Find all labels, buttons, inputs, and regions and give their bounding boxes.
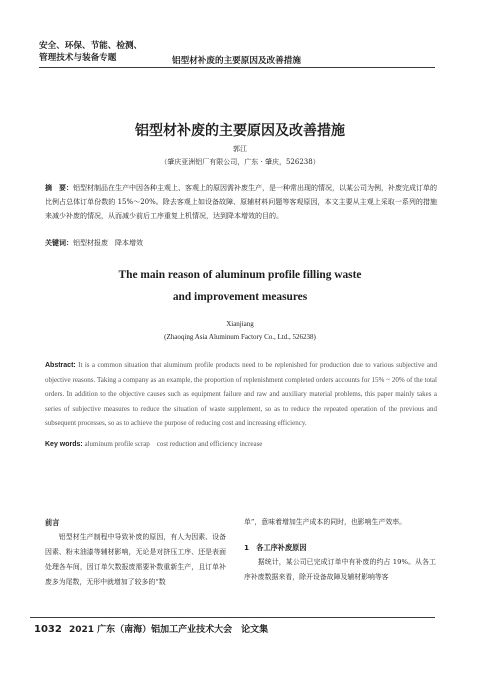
preface-heading: 前言 (45, 518, 60, 527)
keywords-en (45, 439, 437, 449)
abstract-cn (45, 181, 437, 223)
affiliation-cn: （肇庆亚洲铝厂有限公司，广东 · 肇庆，526238） (160, 158, 320, 166)
abstract-en-text: It is a common situation that aluminum profile products need to be replenished for production due to various subjective and objective reasons. Taking a company as an example, the proportion of replenishment completed orders accounts for 15% ~ 20% of the total orders. In addition to the objective causes such as equipment failure and raw and auxiliary material problems, this paper mainly takes a series of subjective measures to reduce the situation of waste supplement, so as to reduce the repeated operation of the previous and subsequent processes, so as to achieve the purpose of reducing cost and increasing efficiency. (45, 361, 437, 427)
abstract-en-label: Abstract: (45, 362, 76, 369)
title-en-line-2: and improvement measures (172, 291, 308, 303)
affiliation-en: (Zhaoqing Asia Aluminum Factory Co., Ltd., 526238) (164, 333, 316, 341)
author-en: Xianjiang (226, 320, 254, 328)
abstract-cn-text: 铝型材制品在生产中因各种主观上、客观上的原因需补废生产，是一种常出现的情况，以某公司为例，补废完成订单的比例占总体订单份数的 15%～20%。除去客观上如设备故障、原辅材料问题等客观原因，本文主要从主观上采取一系列的措施来减少补废的情况，从而减少前后工序重复上机情况，达到降本增效的目的。 (45, 184, 437, 220)
keywords-en-label: Key words: (45, 441, 83, 448)
series-label (39, 40, 142, 64)
header-rule (39, 67, 435, 68)
continued-paragraph: 单”，意味着增加生产成本的同时，也影响生产效率。 (244, 518, 407, 526)
title-en (0, 264, 480, 308)
keywords-cn-text: 铝型材报废 降本增效 (73, 239, 143, 247)
body-column-right (244, 515, 436, 585)
series-line-2: 管理技术与装备专题 (39, 53, 117, 63)
body-column-left (45, 515, 226, 590)
abstract-en (45, 358, 437, 430)
abstract-cn-label: 摘 要： (45, 184, 73, 192)
author-cn: 郭江 (233, 145, 247, 153)
keywords-en-text: aluminum profile scrap cost reduction and efficiency increase (82, 440, 263, 448)
conference-name: 2021 广东（南海）铝加工产业技术大会 论文集 (68, 625, 269, 635)
keywords-cn (45, 238, 437, 248)
keywords-cn-label: 关键词： (45, 239, 73, 247)
title-cn: 铝型材补废的主要原因及改善措施 (135, 123, 345, 139)
footer-rule (30, 617, 435, 618)
page-number: 1032 (34, 624, 62, 635)
section-1-paragraph: 据统计，某公司已完成订单中有补废的约占 19%。从各工序补废数据来看，除开设备故障及辅材影响等客 (244, 558, 436, 581)
series-line-1: 安全、环保、节能、检测、 (39, 41, 143, 51)
preface-paragraph: 铝型材生产制程中导致补废的原因，有人为因素、设备因素、粉末油漆等辅材影响，无论是对挤压工序、还是表面处理各车间，因订单欠数报废需要补数重新生产，且订单补废多为尾数，无形中就增加了较多的“数 (45, 533, 226, 586)
running-title: 铝型材补废的主要原因及改善措施 (172, 56, 301, 66)
footer (34, 622, 268, 635)
title-en-line-1: The main reason of aluminum profile filling waste (118, 269, 362, 281)
section-1-heading: 1 各工序补废原因 (244, 543, 307, 552)
